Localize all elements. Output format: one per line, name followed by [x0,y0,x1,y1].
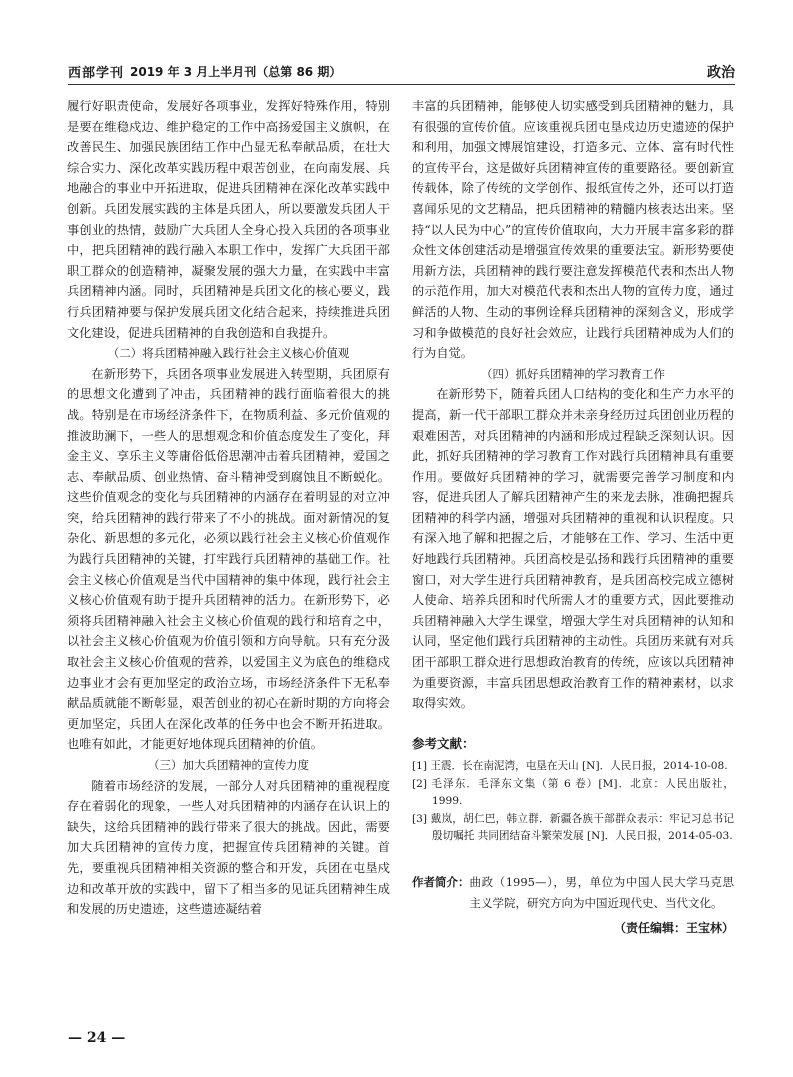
body-paragraph: 履行好职责使命，发展好各项事业，发挥好特殊作用，特别是要在维稳戍边、维护稳定的工作中高扬爱国主义旗帜，在改善民生、加强民族团结工作中凸显无私奉献品质，在壮大综合实力、深化改革实践历程中艰苦创业，在向南发展、兵地融合的事业中开拓进取，促进兵团精神在深化改革实践中创新。兵团发展实践的主体是兵团人，所以要激发兵团人干事创业的热情，鼓励广大兵团人全身心投入兵团的各项事业中，把兵团精神的践行融入本职工作中，发挥广大兵团干部职工群众的创造精神，凝聚发展的强大力量，在实践中丰富兵团精神内涵。同时，兵团精神是兵团文化的核心要义，践行兵团精神要与保护发展兵团文化结合起来，持续推进兵团文化建设，促进兵团精神的自我创造和自我提升。 [67,99,390,340]
reference-item: [3] 戴岚，胡仁巴，韩立群．新疆各族干部群众表示：牢记习总书记殷切嘱托 共同团结奋斗繁荣发展 [N]．人民日报，2014-05-03. [412,812,734,843]
issue-info: 2019 年 3 月上半月刊（总第 86 期） [130,65,342,79]
references-title: 参考文献： [412,735,475,751]
page-header [68,62,735,84]
section-heading: （三）加大兵团精神的宣传力度 [148,758,309,772]
author-bio-label: 作者简介： [412,874,470,889]
section-label: 政治 [707,65,735,81]
header-divider [68,84,735,85]
journal-logo: 西部学刊 [68,66,125,81]
body-paragraph: 随着市场经济的发展，一部分人对兵团精神的重视程度存在着弱化的现象，一些人对兵团精神的内涵存在认识上的缺失，这给兵团精神的践行带来了很大的挑战。因此，需要加大兵团精神的宣传力度，把握宣传兵团精神的关键。首先，要重视兵团精神相关资源的整合和开发，兵团在屯垦戍边和改革开放的实践中，留下了相当多的见证兵团精神生成和发展的历史遗迹，这些遗迹凝结着 [67,778,390,917]
reference-item: [2] 毛泽东．毛泽东文集（第 6 卷）[M]．北京：人民出版社，1999. [412,777,734,808]
page-number: — 24 — [68,1030,126,1046]
right-column [412,96,734,939]
reference-item: [1] 王震．长在南泥湾，屯垦在天山 [N]．人民日报，2014-10-08. [412,760,728,773]
body-paragraph: 丰富的兵团精神，能够使人切实感受到兵团精神的魅力，具有很强的宣传价值。应该重视兵团屯垦戍边历史遗迹的保护和利用，加强文博展馆建设，打造多元、立体、富有时代性的宣传平台，这是做好兵团精神宣传的重要路径。要创新宣传载体，除了传统的文学创作、报纸宣传之外，还可以打造喜闻乐见的文艺精品，把兵团精神的精髓内核表达出来。坚持“以人民为中心”的宣传价值取向，大力开展丰富多彩的群众性文体创建活动是增强宣传效果的重要法宝。新形势要使用新方法，兵团精神的践行要注意发挥模范代表和杰出人物的示范作用，加大对模范代表和杰出人物的宣传力度，通过鲜活的人物、生动的事例诠释兵团精神的深刻含义，形成学习和争做模范的良好社会效应，让践行兵团精神成为人们的行为自觉。 [412,99,734,361]
section-heading: （四）抓好兵团精神的学习教育工作 [481,366,665,381]
section-heading: （二）将兵团精神融入践行社会主义核心价值观 [107,346,350,361]
body-paragraph: 在新形势下，随着兵团人口结构的变化和生产力水平的提高，新一代干部职工群众并未亲身经历过兵团创业历程的艰难困苦，对兵团精神的内涵和形成过程缺乏深刻认识。因此，抓好兵团精神的学习教育工作对践行兵团精神具有重要作用。要做好兵团精神的学习，就需要完善学习制度和内容，促进兵团人了解兵团精神产生的来龙去脉，准确把握兵团精神的科学内涵，增强对兵团精神的重视和认识程度。只有深入地了解和把握之后，才能够在工作、学习、生活中更好地践行兵团精神。兵团高校是弘扬和践行兵团精神的重要窗口，对大学生进行兵团精神教育，是兵团高校完成立德树人使命、培养兵团和时代所需人才的重要方式，因此要推动兵团精神融入大学生课堂，增强大学生对兵团精神的认知和认同，坚定他们践行兵团精神的主动性。兵团历来就有对兵团干部职工群众进行思想政治教育的传统，应该以兵团精神为重要资源，丰富兵团思想政治教育工作的精神素材，以求取得实效。 [412,387,734,711]
body-paragraph: 在新形势下，兵团各项事业发展进入转型期，兵团原有的思想文化遭到了冲击，兵团精神的践行面临着很大的挑战。特别是在市场经济条件下，在物质利益、多元价值观的推波助澜下，一些人的思想观念和价值态度发生了变化，拜金主义、享乐主义等庸俗低俗思潮冲击着兵团精神，爱国之志、奉献品质、创业热情、奋斗精神受到腐蚀且不断蜕化。这些价值观念的变化与兵团精神的内涵存在着明显的对立冲突，给兵团精神的践行带来了不小的挑战。面对新情况的复杂化、新思想的多元化，必须以践行社会主义核心价值观作为践行兵团精神的关键，打牢践行兵团精神的基础工作。社会主义核心价值观是当代中国精神的集中体现，践行社会主义核心价值观有助于提升兵团精神的活力。在新形势下，必须将兵团精神融入社会主义核心价值观的践行和培育之中，以社会主义核心价值观为价值引领和方向导航。只有充分汲取社会主义核心价值观的营养，以爱国主义为底色的维稳戍边事业才会有更加坚定的政治立场，市场经济条件下无私奉献品质就能不断彰显，艰苦创业的初心在新时期的方向将会更加坚定，兵团人在深化改革的任务中也会不断开拓进取。也唯有如此，才能更好地体现兵团精神的价值。 [67,366,390,752]
left-column [67,96,390,920]
editor-credit: （责任编辑：王宝林） [613,920,734,935]
author-bio-text: 曲政（1995—），男，单位为中国人民大学马克思主义学院，研究方向为中国近现代史、当代文化。 [469,874,734,910]
right-column-body [412,96,734,714]
references-list [412,758,734,846]
author-bio [412,872,734,914]
